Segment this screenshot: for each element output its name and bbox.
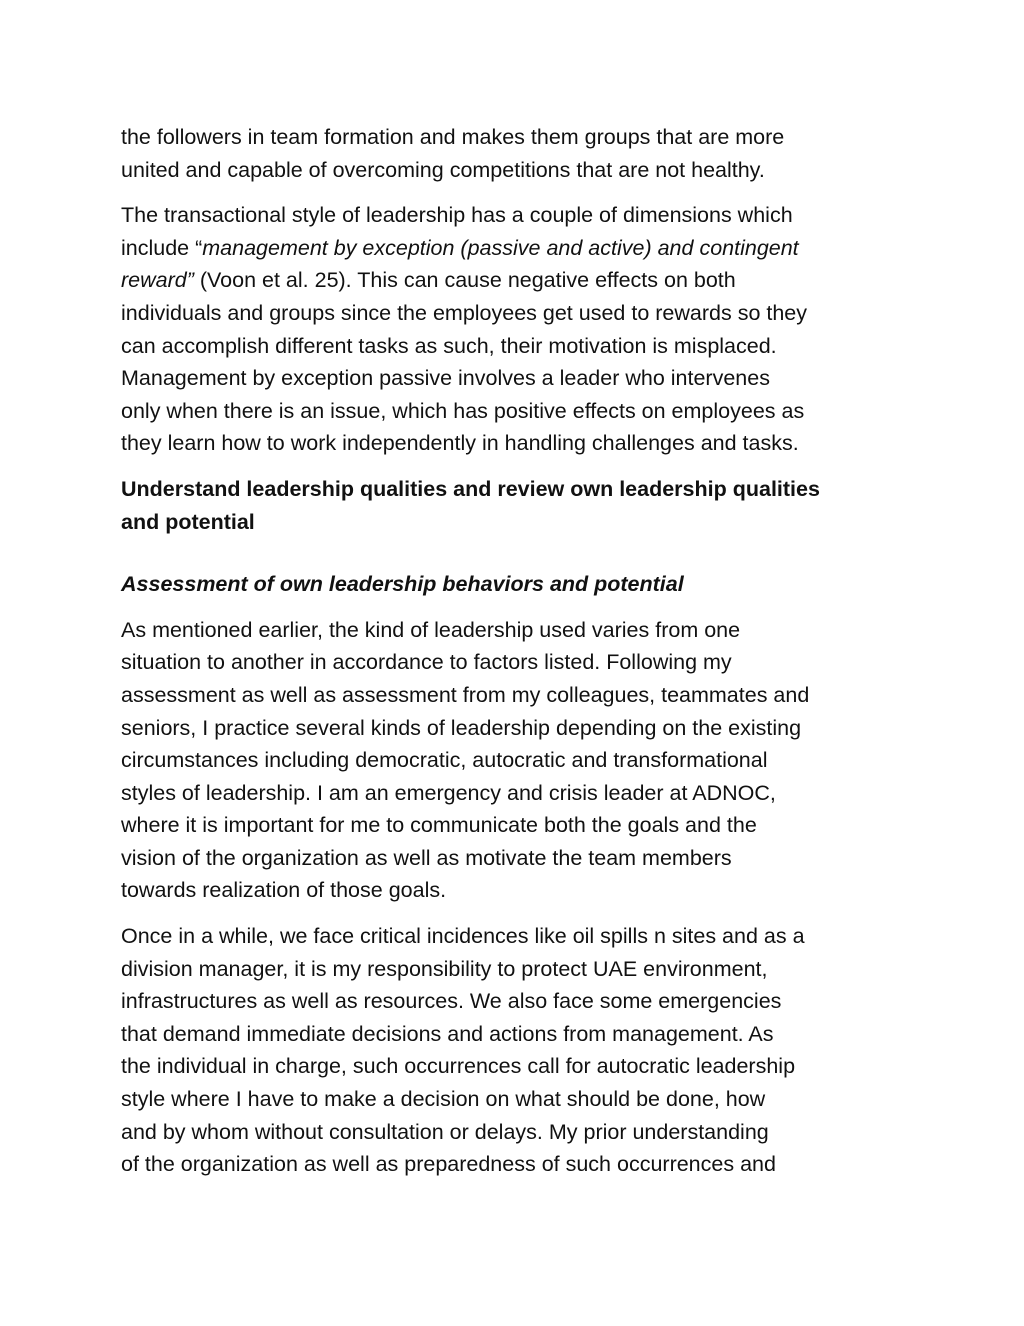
- text-run: infrastructures as well as resources. We also face some emergencies: [121, 989, 782, 1014]
- text-run: assessment as well as assessment from my colleagues, teammates and: [121, 682, 810, 707]
- text-line: [121, 473, 921, 506]
- text-line: [121, 679, 921, 712]
- subsection-heading: [121, 568, 921, 601]
- text-line: [121, 646, 921, 679]
- text-line: [121, 395, 921, 428]
- text-run: style where I have to make a decision on what should be done, how: [121, 1087, 766, 1112]
- text-line: [121, 953, 921, 986]
- text-line: [121, 1148, 921, 1181]
- text-run: Understand leadership qualities and review own leadership qualities: [121, 476, 820, 501]
- text-run: division manager, it is my responsibility to protect UAE environment,: [121, 956, 768, 981]
- text-line: [121, 842, 921, 875]
- text-line: [121, 614, 921, 647]
- text-line: [121, 232, 921, 265]
- text-run: they learn how to work independently in handling challenges and tasks.: [121, 431, 799, 456]
- text-run: Management by exception passive involves a leader who intervenes: [121, 366, 770, 391]
- text-run: situation to another in accordance to factors listed. Following my: [121, 650, 732, 675]
- text-run: only when there is an issue, which has positive effects on employees as: [121, 398, 805, 423]
- text-line: [121, 568, 921, 601]
- section-heading: [121, 473, 921, 538]
- text-line: [121, 121, 921, 154]
- text-line: [121, 1018, 921, 1051]
- text-run: As mentioned earlier, the kind of leadership used varies from one: [121, 617, 741, 642]
- text-run: the followers in team formation and makes them groups that are more: [121, 125, 785, 149]
- text-run: the individual in charge, such occurrences call for autocratic leadership: [121, 1054, 796, 1079]
- text-run: management by exception (passive and active) and contingent: [202, 235, 799, 260]
- paragraph: [121, 920, 921, 1181]
- text-line: [121, 362, 921, 395]
- text-line: [121, 712, 921, 745]
- paragraph: [121, 614, 921, 907]
- text-line: [121, 985, 921, 1018]
- text-line: [121, 154, 921, 187]
- text-run: vision of the organization as well as motivate the team members: [121, 845, 732, 870]
- text-run: towards realization of those goals.: [121, 878, 447, 903]
- text-run: united and capable of overcoming competitions that are not healthy.: [121, 157, 765, 182]
- text-run: seniors, I practice several kinds of leadership depending on the existing: [121, 715, 802, 740]
- text-line: [121, 1116, 921, 1149]
- text-line: [121, 506, 921, 539]
- text-run: Once in a while, we face critical incidences like oil spills n sites and as a: [121, 924, 805, 949]
- text-run: that demand immediate decisions and actions from management. As: [121, 1021, 774, 1046]
- text-line: [121, 297, 921, 330]
- text-line: [121, 1050, 921, 1083]
- text-run: can accomplish different tasks as such, their motivation is misplaced.: [121, 333, 777, 358]
- text-run: Assessment of own leadership behaviors and potential: [121, 572, 684, 597]
- text-line: [121, 330, 921, 363]
- text-run: and by whom without consultation or delays. My prior understanding: [121, 1119, 769, 1144]
- text-line: [121, 1083, 921, 1116]
- text-run: (Voon et al. 25). This can cause negative effects on both: [193, 268, 736, 293]
- text-line: [121, 427, 921, 460]
- text-line: [121, 874, 921, 907]
- text-run: reward”: [121, 268, 194, 293]
- paragraph: [121, 199, 921, 460]
- text-line: [121, 809, 921, 842]
- text-run: where it is important for me to communicate both the goals and the: [121, 813, 757, 838]
- text-line: [121, 744, 921, 777]
- text-run: styles of leadership. I am an emergency and crisis leader at ADNOC,: [121, 780, 776, 805]
- text-run: and potential: [121, 509, 255, 534]
- paragraph: [121, 121, 921, 186]
- text-run: The transactional style of leadership has a couple of dimensions which: [121, 203, 793, 228]
- document-page: [121, 121, 921, 1194]
- text-run: include “: [121, 235, 203, 260]
- text-run: of the organization as well as preparedness of such occurrences and: [121, 1152, 776, 1177]
- text-line: [121, 199, 921, 232]
- text-run: circumstances including democratic, autocratic and transformational: [121, 748, 768, 773]
- text-line: [121, 920, 921, 953]
- text-line: [121, 264, 921, 297]
- text-run: individuals and groups since the employees get used to rewards so they: [121, 300, 808, 325]
- text-line: [121, 777, 921, 810]
